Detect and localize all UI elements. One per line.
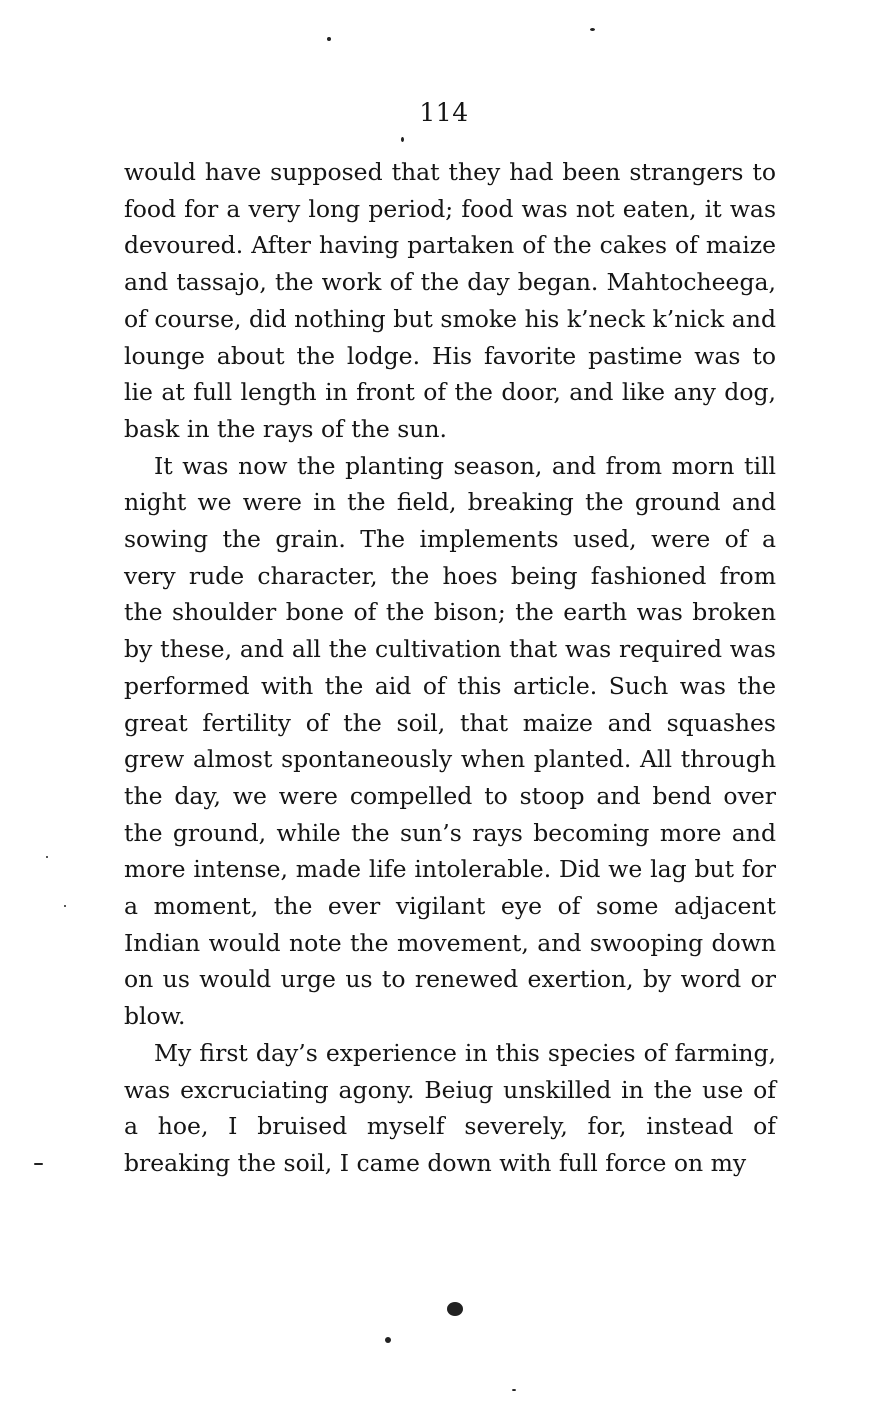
scan-speck	[590, 28, 595, 31]
scan-speck	[401, 137, 404, 142]
paragraph-continuation: would have supposed that they had been strangers to food for a very long period; food was not eaten, it was devoured. After having partaken of the cakes of maize and tassajo, the work of the day began. Mahtocheega, of course, did nothing but smoke his k’neck k’nick and lounge about the lodge. His favorite pastime was to lie at full length in front of the door, and like any dog, bask in the rays of the sun.	[124, 158, 776, 443]
scan-speck	[46, 856, 48, 858]
paragraph-first-day: My first day’s experience in this species of farming, was excruciating agony. Beiug unskilled in the use of a hoe, I bruised myself severely, for, instead of breaking the soil, I came down with full force on my	[124, 1038, 776, 1177]
scan-speck	[447, 1302, 463, 1316]
scan-speck	[385, 1337, 391, 1343]
scan-speck	[64, 905, 66, 907]
body-text	[124, 154, 776, 1182]
scan-speck	[34, 1163, 43, 1165]
paragraph-planting-season: It was now the planting season, and from morn till night we were in the field, breaking the ground and sowing the grain. The implements used, were of a very rude character, the hoes being fashioned from the shoulder bone of the bison; the earth was broken by these, and all the cultivation that was required was performed with the aid of this article. Such was the great fertility of the soil, that maize and squashes grew almost spontaneously when planted. All through the day, we were compelled to stoop and bend over the ground, while the sun’s rays becoming more and more intense, made life intolerable. Did we lag but for a moment, the ever vigilant eye of some adjacent Indian would note the movement, and swooping down on us would urge us to renewed exertion, by word or blow.	[124, 451, 776, 1031]
scan-speck	[512, 1389, 516, 1391]
scan-speck	[327, 37, 331, 41]
page-number: 114	[419, 98, 469, 127]
